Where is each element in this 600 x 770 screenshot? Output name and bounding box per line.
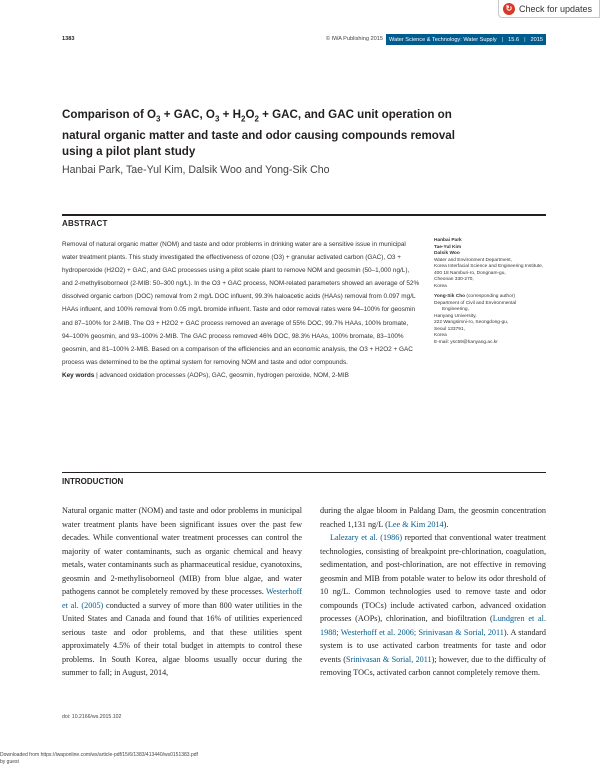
- refresh-icon: ↻: [503, 3, 515, 15]
- download-footer: Downloaded from https://iwaponline.com/ws/article-pdf/15/6/1383/413440/ws0151383.pdf by guest: [0, 752, 198, 765]
- keywords-label: Key words: [62, 371, 95, 379]
- journal-year: 2015: [530, 36, 543, 43]
- article-title: Comparison of $O_3$ + GAC, $O_3 + H_2O_2$ + GAC, and GAC unit operation on natural organic matter and taste and odor causing compounds removal using a pilot plant study: [62, 108, 455, 159]
- author-list: Hanbai Park, Tae-Yul Kim, Dalsik Woo and Yong-Sik Cho: [62, 164, 330, 176]
- intro-left-column: Natural organic matter (NOM) and taste and odor problems in municipal water treatment plants have been significant issues over the past few decades. While conventional water treatment processes can control the majority of water contaminants, such as organic chemical and heavy metals, water contaminants such as pharmaceutical residue, cyanotoxins, geosmin and 2-methylisoborneol (MIB) from blue algae, and water pathogens cannot be completely removed by these processes. Westerhoff et al. (2005) conducted a survey of more than 800 water utilities in the United States and Canada and found that 16% of utilities experienced serious taste and odor problems, and that these utilities spent approximately 4.5% of their total budget in attempts to control these problems. In South Korea, algae blooms usually occur during the summer to fall; in August, 2014,: [62, 506, 302, 677]
- citation-link[interactable]: Westerhoff et al. (2005): [62, 587, 302, 610]
- publisher: © IWA Publishing 2015: [325, 36, 383, 42]
- citation-link[interactable]: Lalezary et al. (1986): [330, 533, 403, 542]
- abstract-text: Removal of natural organic matter (NOM) and taste and odor problems in drinking water are a sensitive issue in municipal water treatment plants. This study investigated the effectiveness of ozone (O3) + granular activated carbon (GAC), O3 + hydroperoxide (H2O2) + GAC, and GAC processes using a pilot scale plant to remove NOM and geosmin (50–1,000 ng/L), and 2-methylisoborneol (2-MIB: 50–300 ng/L). In the O3 + GAC process, NOM-related parameters showed an average of 52% dissolved organic carbon (DOC) removal from 2 mg/L DOC influent, 99.3% haloacetic acids (HAAs) removal from 0.097 mg/L HAAs influent, and 100% removal from 0.05 mg/L bromide influent. Taste and odor removal rates were 94–100% for geosmin and 87–100% for 2-MIB. The O3 + H2O2 + GAC process removed an average of 55% DOC, 99.7% HAAs, 100% bromate, 94–100% geosmin, and 93–100% 2-MIB. The GAC process removed 46% DOC, 98.3% HAAs, 100% bromate, 83–100% geosmin, and 81–100% 2-MIB. Based on a comparison of the efficiencies and an economic analysis, the O3 + H2O2 + GAC process was determined to be the optimal system for removing NOM and taste and odor compounds.: [62, 241, 420, 366]
- check-for-updates-button[interactable]: [498, 0, 600, 18]
- journal-volume: 15.6: [508, 36, 520, 43]
- page-number: 1383: [62, 36, 75, 42]
- corresponding-email: E-mail: ysc59@hanyang.ac.kr: [434, 339, 498, 345]
- affiliations: Hanbai Park Tae-Yul Kim Dalsik Woo Water and Environment Department, Korea Interfacial Science and Engineering Institute, 400 18 Namburi-ro, Dongnam-gu, Cheonan 330-270, Korea Yong-Sik Cho (corresponding author) Department of Civil and Environmental Engineering, Hanyang University, 222 Wangsimni-ro, Seongdong-gu, Seoul 133791, Korea E-mail: ysc59@hanyang.ac.kr: [434, 238, 546, 350]
- journal-band: Water Science & Technology: Water Supply | 15.6 | 2015: [386, 34, 546, 45]
- journal-name: Water Science & Technology: Water Supply: [389, 36, 497, 43]
- keywords-list: advanced oxidation processes (AOPs), GAC, geosmin, hydrogen peroxide, NOM, 2-MIB: [99, 371, 349, 379]
- citation-link[interactable]: Srinivasan & Sorial, 2011: [346, 654, 432, 664]
- citation-link[interactable]: Lundgren et al. 1988; Westerhoff et al. 2006; Srinivasan & Sorial, 2011: [320, 614, 546, 637]
- citation-link[interactable]: Lee & Kim 2014: [387, 519, 444, 529]
- check-for-updates-label: Check for updates: [519, 3, 593, 14]
- introduction-divider: [62, 472, 546, 473]
- abstract-body: Removal of natural organic matter (NOM) and taste and odor problems in drinking water are a sensitive issue in municipal water treatment plants. This study investigated the effectiveness of ozone (O3) + granular activated carbon (GAC), O3 + hydroperoxide (H2O2) + GAC, and GAC processes using a pilot scale plant to remove NOM and geosmin (50–1,000 ng/L), and 2-methylisoborneol (2-MIB: 50–300 ng/L). In the O3 + GAC process, NOM-related parameters showed an average of 52% dissolved organic carbon (DOC) removal from 2 mg/L DOC influent, 99.3% haloacetic acids (HAAs) removal from 0.097 mg/L HAAs influent, and 100% removal from 0.05 mg/L bromide influent. Taste and odor removal rates were 94–100% for geosmin and 87–100% for 2-MIB. The O3 + H2O2 + GAC process removed an average of 55% DOC, 99.7% HAAs, 100% bromate, 94–100% geosmin, and 93–100% 2-MIB. The GAC process removed 46% DOC, 98.3% HAAs, 100% bromate, 83–100% geosmin, and 81–100% 2-MIB. Based on a comparison of the efficiencies and an economic analysis, the O3 + H2O2 + GAC process was determined to be the optimal system for removing NOM and taste and odor compounds. Key words | advanced oxidation processes (AOPs), GAC, geosmin, hydrogen peroxide, NOM, 2-MIB: [62, 241, 420, 379]
- doi: doi: 10.2166/ws.2015.102: [62, 714, 122, 720]
- introduction-heading: INTRODUCTION: [62, 477, 124, 486]
- abstract-heading: ABSTRACT: [62, 219, 108, 228]
- running-header: [62, 34, 546, 46]
- abstract-divider: [62, 214, 546, 216]
- intro-right-column: during the algae bloom in Paldang Dam, the geosmin concentration reached 1,131 ng/L (Lee & Kim 2014). Lalezary et al. (1986) reported that conventional water treatment technologies, consisting of breakpoint pre-chlorination, coagulation, sedimentation, and post-chlorination, are not effective in removing geosmin and MIB from potable water to below its odor threshold of 10 ng/L. Common technologies used to remove taste and odor compounds (TOCs) include activated carbon, advanced oxidation processes (AOPs), chlorination, and biofiltration (Lundgren et al. 1988; Westerhoff et al. 2006; Srinivasan & Sorial, 2011). A standard system is to use activated carbon treatments for taste and odor events (Srinivasan & Sorial, 2011); however, due to the difficulty of removing TOCs, activated carbon cannot completely remove them.: [320, 506, 546, 677]
